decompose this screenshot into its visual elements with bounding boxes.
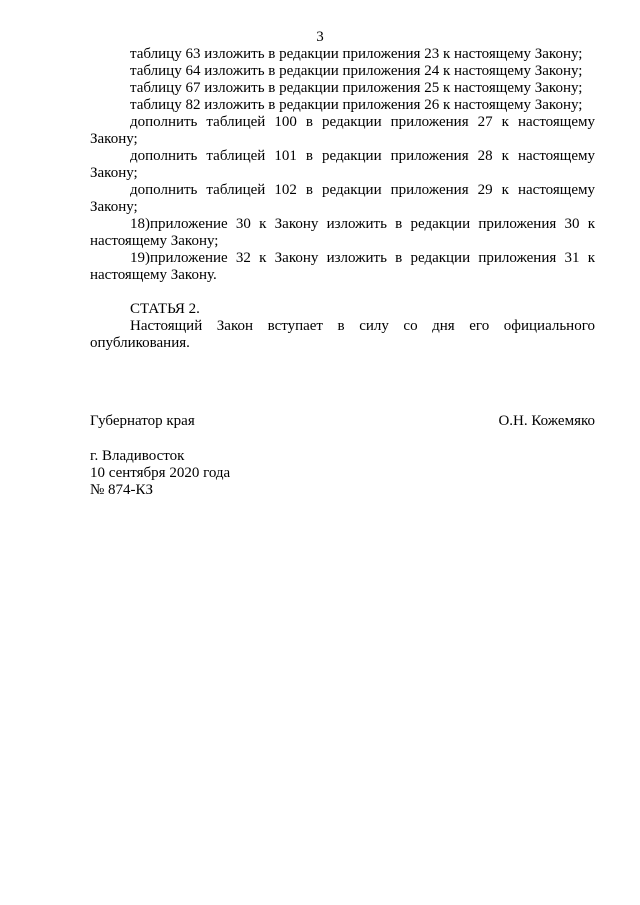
- page-number: 3: [316, 29, 324, 45]
- amendment-paragraph: дополнить таблицей 101 в редакции приложения 28 к настоящему Закону;: [90, 148, 595, 181]
- amendment-paragraph: 19)приложение 32 к Закону изложить в редакции приложения 31 к настоящему Закону.: [90, 250, 595, 283]
- amendment-paragraph: дополнить таблицей 100 в редакции приложения 27 к настоящему Закону;: [90, 114, 595, 147]
- signature-row: [90, 413, 595, 430]
- article-text: Настоящий Закон вступает в силу со дня его официального опубликования.: [90, 318, 595, 351]
- article-heading: СТАТЬЯ 2.: [130, 301, 200, 317]
- document-body: [90, 46, 595, 352]
- amendment-paragraph: 18)приложение 30 к Закону изложить в редакции приложения 30 к настоящему Закону;: [90, 216, 595, 249]
- amendment-paragraph: таблицу 63 изложить в редакции приложения 23 к настоящему Закону;: [130, 46, 583, 62]
- issue-number: № 874-КЗ: [90, 482, 154, 498]
- issue-date: 10 сентября 2020 года: [90, 465, 231, 481]
- amendment-paragraph: таблицу 67 изложить в редакции приложения 25 к настоящему Закону;: [130, 80, 583, 96]
- issue-details: [90, 448, 230, 499]
- amendment-paragraph: таблицу 64 изложить в редакции приложения 24 к настоящему Закону;: [130, 63, 583, 79]
- amendment-paragraph: таблицу 82 изложить в редакции приложения 26 к настоящему Закону;: [130, 97, 583, 113]
- signatory-position: Губернатор края: [90, 413, 195, 429]
- amendment-paragraph: дополнить таблицей 102 в редакции приложения 29 к настоящему Закону;: [90, 182, 595, 215]
- issue-city: г. Владивосток: [90, 448, 185, 464]
- signatory-name: О.Н. Кожемяко: [498, 413, 595, 429]
